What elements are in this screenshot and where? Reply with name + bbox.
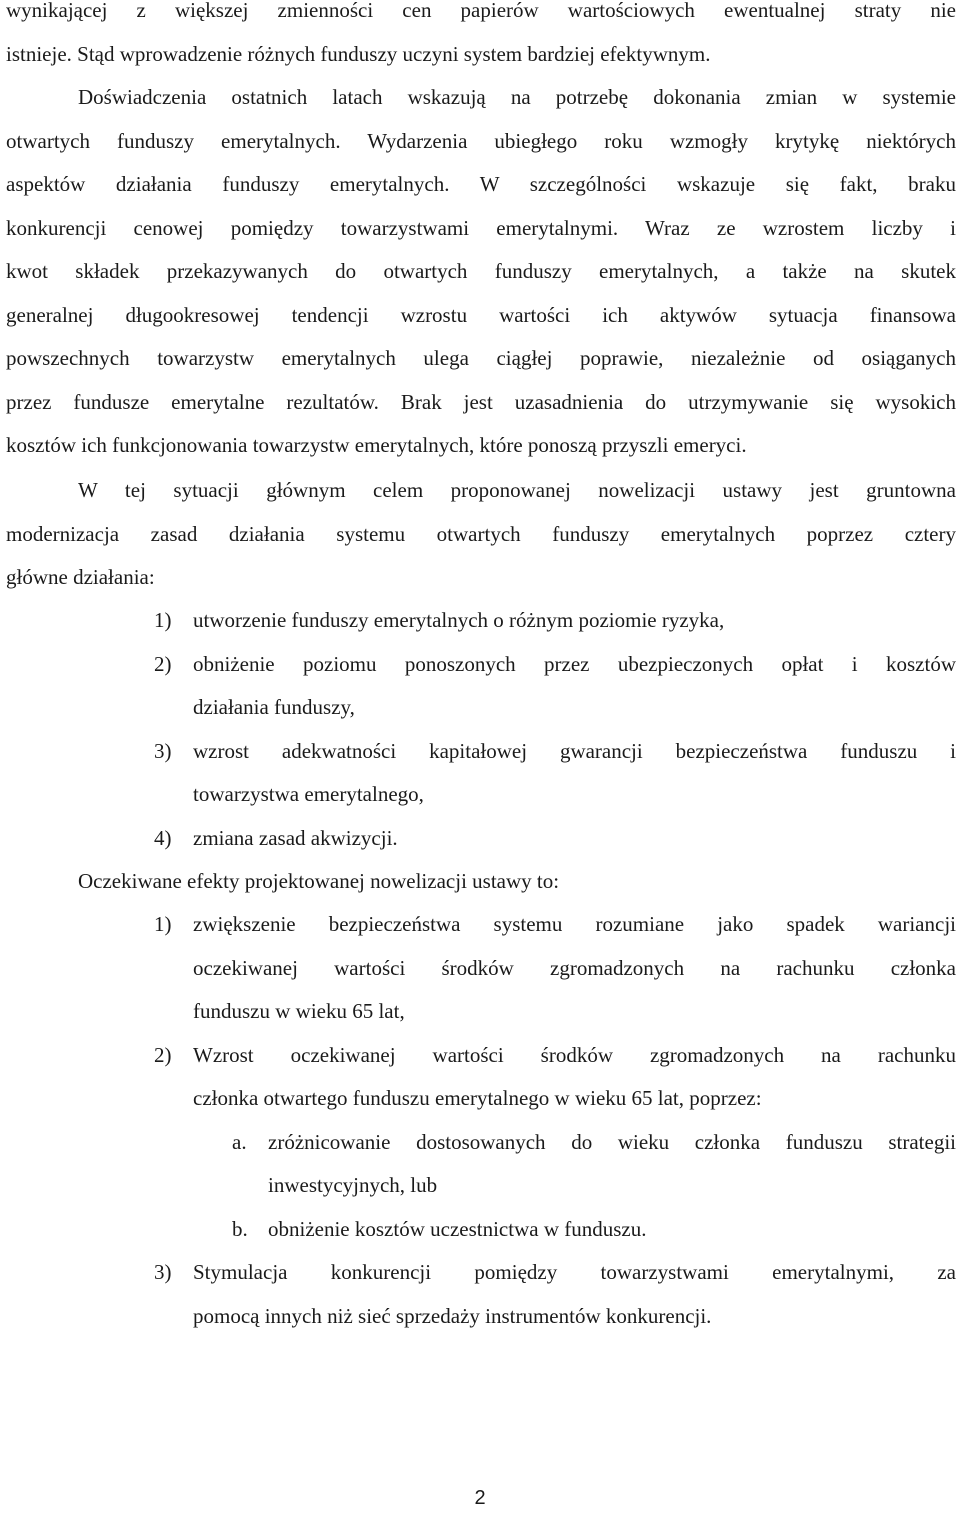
sub-list-item	[6, 1121, 956, 1208]
list-item-text: Stymulacja konkurencji pomiędzy towarzystwami emerytalnymi, za	[193, 1260, 956, 1284]
list-item-number: 1)	[154, 608, 172, 632]
text-line: główne działania:	[6, 565, 155, 589]
sub-list-item-text: zróżnicowanie dostosowanych do wieku członka funduszu strategii	[268, 1129, 956, 1154]
text-line: przez fundusze emerytalne rezultatów. Brak jest uzasadnienia do utrzymywanie się wysokich	[6, 389, 956, 414]
actions-list	[6, 599, 956, 860]
text-line: kwot składek przekazywanych do otwartych funduszy emerytalnych, a także na skutek	[6, 259, 956, 283]
list-item	[6, 643, 956, 730]
list-item-text: członka otwartego funduszu emerytalnego w wieku 65 lat, poprzez:	[193, 1086, 762, 1110]
paragraph-continuation	[6, 0, 956, 76]
list-item-text: obniżenie poziomu ponoszonych przez ubezpieczonych opłat i kosztów	[193, 651, 956, 676]
effects-list	[6, 903, 956, 1338]
text-line: modernizacja zasad działania systemu otwartych funduszy emerytalnych poprzez cztery	[6, 521, 956, 546]
list-item-text: utworzenie funduszy emerytalnych o różnym poziomie ryzyka,	[193, 608, 725, 632]
list-item-number: 2)	[154, 1042, 172, 1067]
text-line: generalnej długookresowej tendencji wzrostu wartości ich aktywów sytuacja finansowa	[6, 302, 956, 327]
list-item-number: 2)	[154, 651, 172, 676]
text-line: otwartych funduszy emerytalnych. Wydarzenia ubiegłego roku wzmogły krytykę niektórych	[6, 128, 956, 153]
sub-list-item	[6, 1208, 956, 1252]
list-item	[6, 817, 956, 861]
list-item	[6, 1251, 956, 1338]
list-item	[6, 599, 956, 643]
list-item-text: wzrost adekwatności kapitałowej gwarancji bezpieczeństwa funduszu i	[193, 738, 956, 763]
list-item-number: 1)	[154, 912, 172, 936]
list-item-text: zmiana zasad akwizycji.	[193, 825, 398, 850]
list-item-number: 4)	[154, 825, 172, 850]
list-item-number: 3)	[154, 1260, 172, 1284]
page-number: 2	[474, 1487, 486, 1509]
sub-list-item-text: inwestycyjnych, lub	[268, 1173, 438, 1197]
sub-list-item-letter: b.	[232, 1216, 248, 1241]
sub-list-item-letter: a.	[232, 1129, 247, 1154]
list-item-text: funduszu w wieku 65 lat,	[193, 999, 405, 1023]
text-line: istnieje. Stąd wprowadzenie różnych funduszy uczyni system bardziej efektywnym.	[6, 41, 711, 66]
text-line: aspektów działania funduszy emerytalnych. W szczególności wskazuje się fakt, braku	[6, 172, 956, 196]
text-line: Oczekiwane efekty projektowanej nowelizacji ustawy to:	[78, 869, 560, 893]
list-item-text: pomocą innych niż sieć sprzedaży instrumentów konkurencji.	[193, 1303, 712, 1328]
text-line: wynikającej z większej zmienności cen papierów wartościowych ewentualnej straty nie	[6, 0, 956, 22]
list-item-text: zwiększenie bezpieczeństwa systemu rozumiane jako spadek wariancji	[193, 912, 956, 936]
text-line: konkurencji cenowej pomiędzy towarzystwami emerytalnymi. Wraz ze wzrostem liczby i	[6, 215, 956, 240]
paragraph-main-goal	[6, 469, 956, 600]
effects-intro	[78, 860, 956, 904]
text-line: powszechnych towarzystw emerytalnych ulega ciągłej poprawie, niezależnie od osiąganych	[6, 346, 956, 370]
text-line: kosztów ich funkcjonowania towarzystw emerytalnych, które ponoszą przyszli emeryci.	[6, 433, 747, 457]
text-line: W tej sytuacji głównym celem proponowanej nowelizacji ustawy jest gruntowna	[78, 478, 956, 502]
list-item-text: działania funduszy,	[193, 695, 355, 719]
list-item	[6, 730, 956, 817]
text-line: Doświadczenia ostatnich latach wskazują na potrzebę dokonania zmian w systemie	[78, 85, 956, 109]
list-item-text: Wzrost oczekiwanej wartości środków zgromadzonych na rachunku	[193, 1042, 956, 1067]
list-item	[6, 903, 956, 1034]
list-item-text: oczekiwanej wartości środków zgromadzonych na rachunku członka	[193, 955, 956, 980]
list-item	[6, 1034, 956, 1121]
list-item-text: towarzystwa emerytalnego,	[193, 782, 424, 806]
list-item-number: 3)	[154, 738, 172, 763]
sub-list-item-text: obniżenie kosztów uczestnictwa w funduszu.	[268, 1216, 647, 1241]
paragraph-reform-need	[6, 76, 956, 468]
